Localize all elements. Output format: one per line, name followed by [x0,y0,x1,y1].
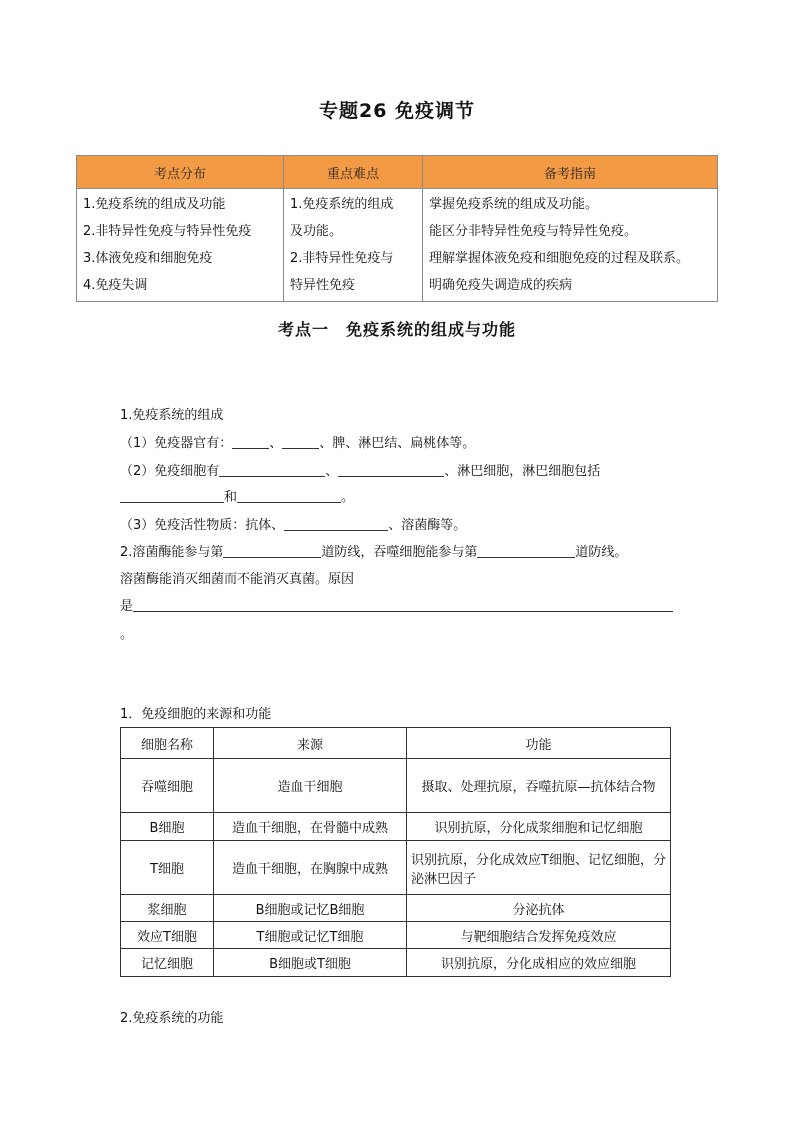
cell-source: 造血干细胞，在胸腺中成熟 [214,841,407,895]
zhongdian-line: 1.免疫系统的组成 [290,197,394,212]
zhongdian-line: 及功能。 [290,224,343,239]
table-row [121,922,671,949]
kaodian-item: 4.免疫失调 [83,278,148,293]
zhongdian-line: 特异性免疫 [290,278,356,293]
q4-text-end: 道防线。 [575,545,628,560]
q2-and: 和 [224,490,238,505]
cell-source: 造血干细胞 [214,759,407,813]
table-row [121,759,671,813]
q1-sep: 、 [269,436,283,451]
cell-source: 造血干细胞，在骨髓中成熟 [214,813,407,841]
col-kaodian [77,189,284,302]
cell-function: 摄取、处理抗原，吞噬抗原—抗体结合物 [407,759,671,813]
blank-field[interactable] [237,488,341,503]
table-row [121,841,671,895]
cell-function: 分泌抗体 [407,895,671,922]
blank-field[interactable] [219,462,325,477]
q3-text: （3）免疫活性物质：抗体、 [120,518,285,533]
question-title: 1.免疫系统的组成 [120,408,224,423]
q2-text-end: 、淋巴细胞，淋巴细胞包括 [444,464,601,479]
q3-text-end: 、溶菌酶等。 [388,518,467,533]
table-row [121,895,671,922]
blank-field[interactable] [338,462,444,477]
q4-text: 2.溶菌酶能参与第 [120,545,224,560]
q2-end: 。 [341,490,355,505]
blank-field[interactable] [232,434,269,449]
immune-cells-table [120,727,671,977]
col-zhongdian [284,189,423,302]
cell-name: 效应T细胞 [121,922,214,949]
header-zhongdian: 重点难点 [284,156,423,189]
cell-source: T细胞或记忆T细胞 [214,922,407,949]
cells-header-source: 来源 [214,728,407,759]
blank-field[interactable] [223,543,321,558]
cell-name: 浆细胞 [121,895,214,922]
beikao-item: 理解掌握体液免疫和细胞免疫的过程及联系。 [429,251,690,266]
col-beikao [423,189,718,302]
beikao-item: 掌握免疫系统的组成及功能。 [429,197,599,212]
cell-name: 记忆细胞 [121,949,214,977]
cell-name: 吞噬细胞 [121,759,214,813]
cells-caption: 1．免疫细胞的来源和功能 [120,707,272,722]
q1-text-end: 、脾、淋巴结、扁桃体等。 [319,436,476,451]
footer-caption: 2.免疫系统的功能 [120,1011,224,1026]
section-heading: 考点一 免疫系统的组成与功能 [277,320,516,339]
blank-field[interactable] [282,434,319,449]
cell-name: T细胞 [121,841,214,895]
page-title: 专题26 免疫调节 [318,100,476,122]
q2-text: （2）免疫细胞有 [120,464,220,479]
cells-header-function: 功能 [407,728,671,759]
question-active-substances [120,514,466,533]
blank-field[interactable] [120,488,224,503]
blank-field[interactable] [477,543,575,558]
question-end-mark: 。 [120,627,134,642]
beikao-item: 能区分非特异性免疫与特异性免疫。 [429,224,638,239]
cell-function: 与靶细胞结合发挥免疫效应 [407,922,671,949]
question-lymphocytes [120,486,354,505]
cell-function: 识别抗原，分化成相应的效应细胞 [407,949,671,977]
overview-table [76,155,718,302]
q6-text: 是 [120,599,134,614]
question-immune-organs [120,432,475,451]
kaodian-item: 3.体液免疫和细胞免疫 [83,251,213,266]
cell-source: B细胞或T细胞 [214,949,407,977]
question-lysozyme: 溶菌酶能消灭细菌而不能消灭真菌。原因 [120,572,355,587]
question-reason [120,595,673,614]
blank-field[interactable] [133,597,673,612]
q1-text: （1）免疫器官有： [120,436,233,451]
kaodian-item: 1.免疫系统的组成及功能 [83,197,226,212]
zhongdian-line: 2.非特异性免疫与 [290,251,394,266]
q4-text-mid: 道防线，吞噬细胞能参与第 [321,545,478,560]
cell-function: 识别抗原，分化成浆细胞和记忆细胞 [407,813,671,841]
question-immune-cells [120,460,600,479]
question-defense-lines [120,541,627,560]
cell-source: B细胞或记忆B细胞 [214,895,407,922]
header-beikao: 备考指南 [423,156,718,189]
table-row [121,949,671,977]
table-row [121,813,671,841]
header-kaodian: 考点分布 [77,156,284,189]
cells-header-name: 细胞名称 [121,728,214,759]
beikao-item: 明确免疫失调造成的疾病 [429,278,573,293]
blank-field[interactable] [284,516,388,531]
cell-function: 识别抗原，分化成效应T细胞、记忆细胞，分泌淋巴因子 [407,841,671,895]
q2-sep: 、 [325,464,339,479]
kaodian-item: 2.非特异性免疫与特异性免疫 [83,224,252,239]
cell-name: B细胞 [121,813,214,841]
